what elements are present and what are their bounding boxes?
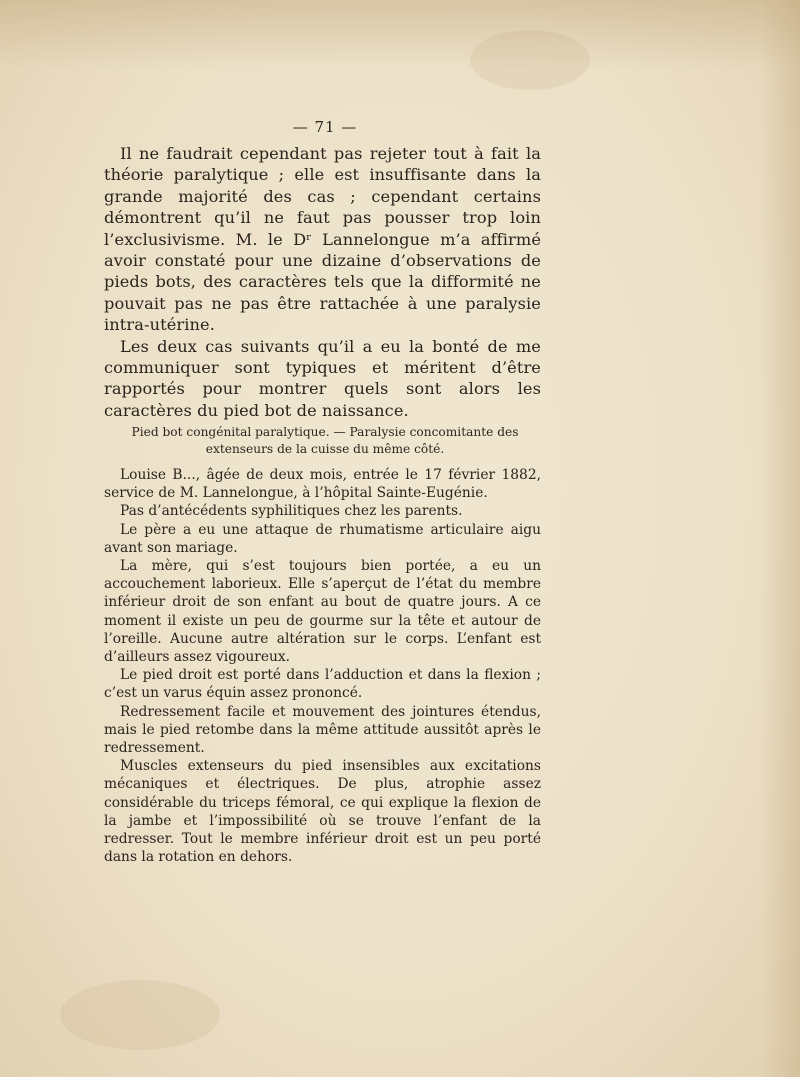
page-number: — 71 — — [292, 118, 358, 136]
page-edge-shadow-right — [760, 0, 800, 1077]
paragraph: Pas d’antécédents syphilitiques chez les parents. — [120, 503, 463, 520]
paper-stain — [60, 980, 220, 1050]
paragraph: Il ne faudrait cependant pas rejeter tout à fait la théorie paralytique ; elle est insuffisante dans la grande majorité des cas ; cependant certains démontrent qu’il ne faut pas pousser trop loin l’exclusivisme. M. le Dʳ Lannelongue m’a affirmé avoir constaté pour une dizaine d’observations de pieds bots, des caractères tels que la difformité ne pouvait pas ne pas être rattachée à une paralysie intra-utérine. — [104, 144, 541, 335]
paragraph: Louise B..., âgée de deux mois, entrée le 17 février 1882, service de M. Lannelongue, à l’hôpital Sainte-Eugénie. — [104, 467, 541, 502]
case-text — [104, 466, 541, 866]
paragraph: Le père a eu une attaque de rhumatisme articulaire aigu avant son mariage. — [104, 521, 541, 556]
page-edge-shadow-top — [0, 0, 800, 70]
paragraph: La mère, qui s’est toujours bien portée, a eu un accouchement laborieux. Elle s’aperçut de l’état du membre inférieur droit de son enfant au bout de quatre jours. A ce moment il existe un peu de gourme sur la tête et autour de l’oreille. Aucune autre altération sur le corps. L’enfant est d’ailleurs assez vigoureux. — [104, 558, 541, 666]
intro-text — [104, 143, 541, 421]
paragraph: Le pied droit est porté dans l’adduction et dans la flexion ; c’est un varus équin assez prononcé. — [104, 667, 541, 702]
paragraph: Muscles extenseurs du pied insensibles aux excitations mécaniques et électriques. De plus, atrophie assez considérable du triceps fémoral, ce qui explique la flexion de la jambe et l’impossibilité où se trouve l’enfant de la redresser. Tout le membre inférieur droit est un peu porté dans la rotation en dehors. — [104, 758, 541, 866]
paper-stain — [470, 30, 590, 90]
case-heading: Pied bot congénital paralytique. — Paralysie concomitante des extenseurs de la cuisse du même côté. — [131, 425, 519, 456]
paragraph: Redressement facile et mouvement des jointures étendus, mais le pied retombe dans la même attitude aussitôt après le redressement. — [104, 703, 541, 757]
paragraph: Les deux cas suivants qu’il a eu la bonté de me communiquer sont typiques et méritent d’être rapportés pour montrer quels sont alors les caractères du pied bot de naissance. — [104, 336, 541, 420]
